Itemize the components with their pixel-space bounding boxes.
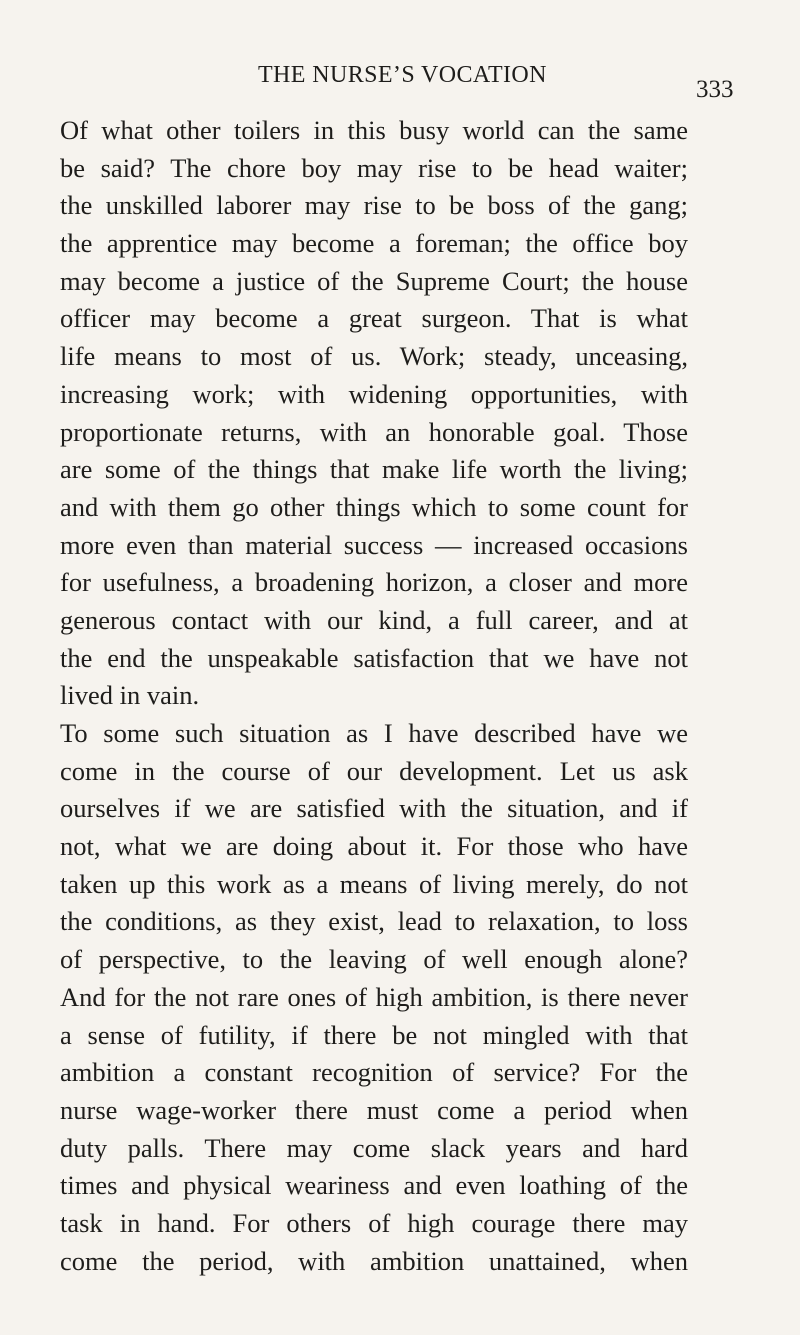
page-number: 333: [696, 76, 734, 103]
text-line: task in hand. For others of high courage there may: [60, 1207, 688, 1238]
text-line: proportionate returns, with an honorable goal. Those: [60, 416, 688, 447]
text-line: the conditions, as they exist, lead to relaxation, to loss: [60, 906, 688, 937]
body-text: [60, 112, 688, 1280]
text-line: are some of the things that make life worth the living;: [60, 454, 688, 485]
text-line: lived in vain.: [60, 680, 200, 711]
text-line: And for the not rare ones of high ambition, is there never: [60, 981, 688, 1012]
text-line: life means to most of us. Work; steady, unceasing,: [60, 341, 688, 372]
text-line: for usefulness, a broadening horizon, a closer and more: [60, 567, 688, 598]
text-line: nurse wage-worker there must come a period when: [60, 1094, 688, 1125]
text-line: more even than material success — increased occasions: [60, 529, 688, 560]
running-title: THE NURSE’S VOCATION: [258, 62, 547, 88]
text-line: come the period, with ambition unattained, when: [60, 1245, 688, 1276]
text-line: generous contact with our kind, a full career, and at: [60, 604, 688, 635]
text-line: increasing work; with widening opportunities, with: [60, 378, 688, 409]
text-line: times and physical weariness and even loathing of the: [60, 1170, 688, 1201]
text-line: come in the course of our development. Let us ask: [60, 755, 688, 786]
text-line: not, what we are doing about it. For those who have: [60, 831, 688, 862]
text-line: officer may become a great surgeon. That is what: [60, 303, 688, 334]
text-line: ambition a constant recognition of service? For the: [60, 1057, 688, 1088]
text-line: the unskilled laborer may rise to be boss of the gang;: [60, 190, 688, 221]
text-line: duty palls. There may come slack years and hard: [60, 1132, 688, 1163]
text-line: taken up this work as a means of living merely, do not: [60, 868, 688, 899]
text-line: Of what other toilers in this busy world can the same: [60, 115, 688, 145]
text-line: the end the unspeakable satisfaction that we have not: [60, 642, 688, 673]
text-line: a sense of futility, if there be not mingled with that: [60, 1019, 688, 1050]
text-line: of perspective, to the leaving of well enough alone?: [60, 944, 688, 975]
paragraph-2: [60, 715, 688, 1280]
text-line: be said? The chore boy may rise to be head waiter;: [60, 152, 688, 183]
text-line: ourselves if we are satisfied with the situation, and if: [60, 793, 688, 824]
text-line: To some such situation as I have described have we: [60, 718, 688, 748]
text-line: and with them go other things which to some count for: [60, 491, 688, 522]
running-head: [0, 62, 800, 102]
text-line: may become a justice of the Supreme Court; the house: [60, 265, 688, 296]
text-line: the apprentice may become a foreman; the office boy: [60, 228, 688, 259]
paragraph-1: [60, 112, 688, 715]
